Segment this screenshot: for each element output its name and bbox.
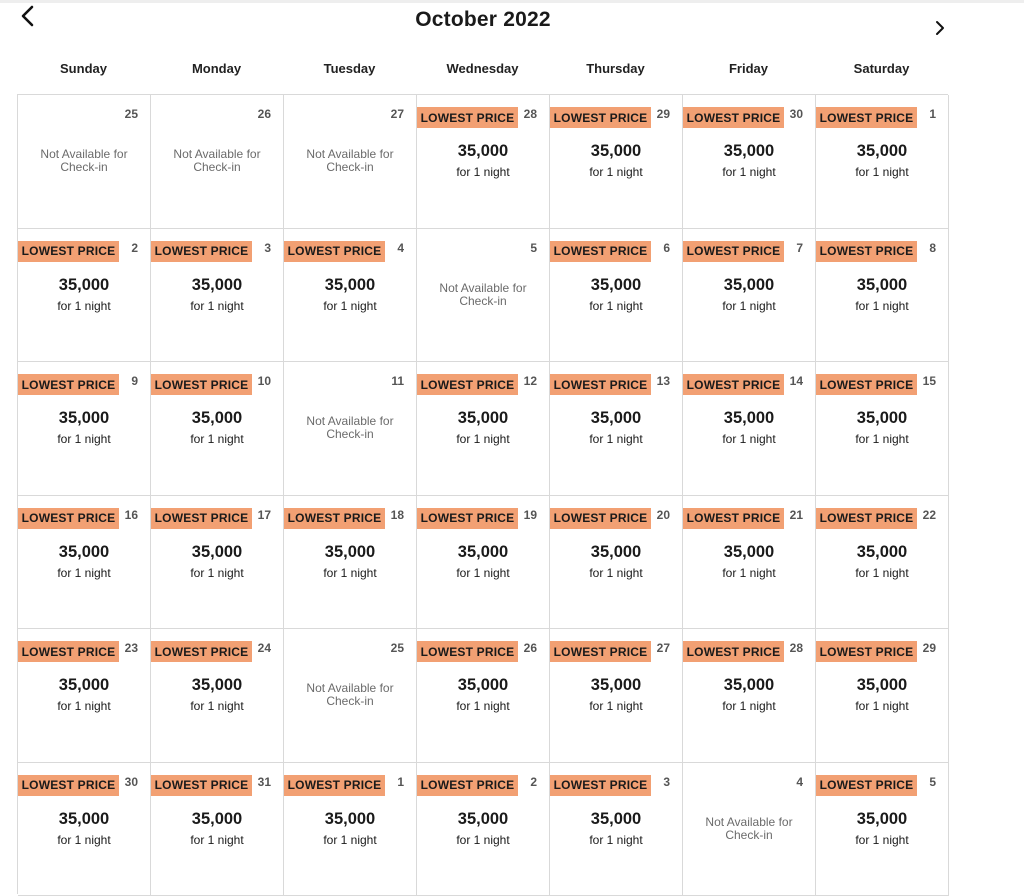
nights-label: for 1 night (18, 432, 150, 446)
price-value: 35,000 (284, 543, 416, 562)
day-number: 25 (125, 107, 138, 121)
weekday-thursday: Thursday (549, 61, 682, 76)
nights-label: for 1 night (816, 699, 948, 713)
nights-label: for 1 night (151, 699, 283, 713)
not-available-label: Not Available for Check-in (294, 682, 406, 708)
lowest-price-badge: LOWEST PRICE (683, 107, 784, 128)
day-number: 14 (790, 374, 803, 388)
not-available-label: Not Available for Check-in (294, 415, 406, 441)
not-available-label: Not Available for Check-in (161, 148, 273, 174)
price-value: 35,000 (816, 810, 948, 829)
weekday-header-row (17, 61, 948, 76)
price-value: 35,000 (417, 676, 549, 695)
day-number: 25 (391, 641, 404, 655)
lowest-price-badge: LOWEST PRICE (417, 775, 518, 796)
lowest-price-badge: LOWEST PRICE (816, 107, 917, 128)
lowest-price-badge: LOWEST PRICE (550, 641, 651, 662)
day-number: 28 (790, 641, 803, 655)
day-number: 2 (530, 775, 537, 789)
day-number: 30 (790, 107, 803, 121)
lowest-price-badge: LOWEST PRICE (284, 775, 385, 796)
price-value: 35,000 (816, 142, 948, 161)
calendar-day-cell[interactable] (284, 229, 417, 363)
nights-label: for 1 night (18, 566, 150, 580)
day-number: 27 (391, 107, 404, 121)
not-available-label: Not Available for Check-in (28, 148, 140, 174)
day-number: 27 (657, 641, 670, 655)
nights-label: for 1 night (417, 699, 549, 713)
lowest-price-badge: LOWEST PRICE (550, 107, 651, 128)
lowest-price-badge: LOWEST PRICE (151, 374, 252, 395)
calendar-day-cell[interactable] (284, 763, 417, 896)
lowest-price-badge: LOWEST PRICE (683, 241, 784, 262)
lowest-price-badge: LOWEST PRICE (151, 641, 252, 662)
day-number: 2 (131, 241, 138, 255)
day-number: 10 (258, 374, 271, 388)
lowest-price-badge: LOWEST PRICE (683, 641, 784, 662)
price-value: 35,000 (550, 142, 682, 161)
lowest-price-badge: LOWEST PRICE (284, 241, 385, 262)
price-value: 35,000 (18, 276, 150, 295)
day-number: 24 (258, 641, 271, 655)
price-value: 35,000 (816, 276, 948, 295)
nights-label: for 1 night (18, 699, 150, 713)
calendar-day-cell[interactable] (417, 763, 550, 896)
day-number: 17 (258, 508, 271, 522)
day-number: 5 (929, 775, 936, 789)
calendar-day-cell-unavailable (284, 629, 417, 763)
calendar-day-cell[interactable] (18, 629, 151, 763)
lowest-price-badge: LOWEST PRICE (417, 641, 518, 662)
lowest-price-badge: LOWEST PRICE (18, 374, 119, 395)
calendar-day-cell[interactable] (816, 362, 949, 496)
price-value: 35,000 (417, 543, 549, 562)
lowest-price-badge: LOWEST PRICE (816, 775, 917, 796)
price-value: 35,000 (18, 543, 150, 562)
calendar-day-cell[interactable] (18, 229, 151, 363)
calendar-day-cell[interactable] (683, 229, 816, 363)
day-number: 4 (796, 775, 803, 789)
calendar-day-cell[interactable] (816, 95, 949, 229)
nights-label: for 1 night (151, 432, 283, 446)
nights-label: for 1 night (151, 299, 283, 313)
lowest-price-badge: LOWEST PRICE (18, 641, 119, 662)
day-number: 5 (530, 241, 537, 255)
calendar-day-cell[interactable] (550, 496, 683, 630)
day-number: 3 (264, 241, 271, 255)
nights-label: for 1 night (816, 432, 948, 446)
day-number: 29 (923, 641, 936, 655)
day-number: 21 (790, 508, 803, 522)
nights-label: for 1 night (550, 699, 682, 713)
weekday-saturday: Saturday (815, 61, 948, 76)
calendar-day-cell[interactable] (417, 95, 550, 229)
lowest-price-badge: LOWEST PRICE (417, 374, 518, 395)
lowest-price-badge: LOWEST PRICE (151, 508, 252, 529)
nights-label: for 1 night (284, 833, 416, 847)
calendar-day-cell[interactable] (550, 629, 683, 763)
day-number: 19 (524, 508, 537, 522)
nights-label: for 1 night (816, 833, 948, 847)
day-number: 18 (391, 508, 404, 522)
nights-label: for 1 night (18, 299, 150, 313)
lowest-price-badge: LOWEST PRICE (417, 508, 518, 529)
lowest-price-badge: LOWEST PRICE (683, 374, 784, 395)
day-number: 28 (524, 107, 537, 121)
calendar-day-cell-unavailable (417, 229, 550, 363)
calendar-day-cell[interactable] (683, 496, 816, 630)
calendar-day-cell[interactable] (816, 229, 949, 363)
not-available-label: Not Available for Check-in (693, 816, 805, 842)
lowest-price-badge: LOWEST PRICE (816, 241, 917, 262)
day-number: 13 (657, 374, 670, 388)
day-number: 9 (131, 374, 138, 388)
calendar-day-cell[interactable] (151, 362, 284, 496)
weekday-tuesday: Tuesday (283, 61, 416, 76)
day-number: 3 (663, 775, 670, 789)
nights-label: for 1 night (151, 566, 283, 580)
calendar-day-cell[interactable] (550, 763, 683, 896)
day-number: 11 (391, 374, 404, 388)
nights-label: for 1 night (550, 165, 682, 179)
price-value: 35,000 (550, 543, 682, 562)
lowest-price-badge: LOWEST PRICE (18, 241, 119, 262)
nights-label: for 1 night (151, 833, 283, 847)
calendar-day-cell[interactable] (550, 229, 683, 363)
calendar-day-cell-unavailable (151, 95, 284, 229)
nights-label: for 1 night (550, 566, 682, 580)
not-available-label: Not Available for Check-in (294, 148, 406, 174)
price-value: 35,000 (550, 676, 682, 695)
day-number: 23 (125, 641, 138, 655)
price-value: 35,000 (18, 676, 150, 695)
price-value: 35,000 (417, 810, 549, 829)
nights-label: for 1 night (683, 699, 815, 713)
day-number: 30 (125, 775, 138, 789)
lowest-price-badge: LOWEST PRICE (151, 775, 252, 796)
price-value: 35,000 (151, 810, 283, 829)
calendar-day-cell[interactable] (417, 629, 550, 763)
lowest-price-badge: LOWEST PRICE (18, 775, 119, 796)
weekday-sunday: Sunday (17, 61, 150, 76)
calendar-grid (17, 94, 948, 894)
lowest-price-badge: LOWEST PRICE (683, 508, 784, 529)
calendar-day-cell[interactable] (151, 229, 284, 363)
calendar-day-cell[interactable] (550, 95, 683, 229)
calendar-day-cell[interactable] (18, 362, 151, 496)
day-number: 1 (929, 107, 936, 121)
calendar-day-cell[interactable] (816, 629, 949, 763)
price-value: 35,000 (683, 676, 815, 695)
price-value: 35,000 (18, 810, 150, 829)
price-value: 35,000 (683, 409, 815, 428)
calendar-day-cell[interactable] (417, 362, 550, 496)
weekday-wednesday: Wednesday (416, 61, 549, 76)
price-value: 35,000 (550, 810, 682, 829)
next-month-button[interactable] (928, 16, 952, 40)
day-number: 20 (657, 508, 670, 522)
nights-label: for 1 night (18, 833, 150, 847)
calendar-day-cell[interactable] (683, 629, 816, 763)
day-number: 8 (929, 241, 936, 255)
not-available-label: Not Available for Check-in (427, 282, 539, 308)
day-number: 29 (657, 107, 670, 121)
price-value: 35,000 (18, 409, 150, 428)
day-number: 6 (663, 241, 670, 255)
day-number: 26 (524, 641, 537, 655)
nights-label: for 1 night (550, 432, 682, 446)
nights-label: for 1 night (284, 299, 416, 313)
price-value: 35,000 (284, 810, 416, 829)
lowest-price-badge: LOWEST PRICE (550, 508, 651, 529)
nights-label: for 1 night (816, 299, 948, 313)
day-number: 15 (923, 374, 936, 388)
weekday-friday: Friday (682, 61, 815, 76)
calendar-day-cell[interactable] (284, 496, 417, 630)
calendar-day-cell[interactable] (18, 763, 151, 896)
lowest-price-badge: LOWEST PRICE (816, 374, 917, 395)
calendar-day-cell[interactable] (683, 362, 816, 496)
day-number: 4 (397, 241, 404, 255)
calendar-day-cell[interactable] (816, 496, 949, 630)
lowest-price-badge: LOWEST PRICE (816, 508, 917, 529)
lowest-price-badge: LOWEST PRICE (550, 775, 651, 796)
price-value: 35,000 (683, 142, 815, 161)
price-value: 35,000 (151, 676, 283, 695)
month-title: October 2022 (0, 8, 966, 32)
price-value: 35,000 (816, 676, 948, 695)
price-value: 35,000 (284, 276, 416, 295)
price-value: 35,000 (151, 276, 283, 295)
nights-label: for 1 night (417, 833, 549, 847)
price-value: 35,000 (683, 276, 815, 295)
calendar-day-cell[interactable] (151, 629, 284, 763)
day-number: 1 (397, 775, 404, 789)
nights-label: for 1 night (683, 165, 815, 179)
calendar-day-cell-unavailable (284, 362, 417, 496)
top-divider (0, 0, 1024, 3)
calendar-day-cell[interactable] (151, 763, 284, 896)
lowest-price-badge: LOWEST PRICE (417, 107, 518, 128)
lowest-price-badge: LOWEST PRICE (816, 641, 917, 662)
calendar-day-cell[interactable] (417, 496, 550, 630)
nights-label: for 1 night (550, 299, 682, 313)
calendar-day-cell[interactable] (816, 763, 949, 896)
nights-label: for 1 night (816, 566, 948, 580)
lowest-price-badge: LOWEST PRICE (151, 241, 252, 262)
lowest-price-badge: LOWEST PRICE (550, 374, 651, 395)
lowest-price-badge: LOWEST PRICE (284, 508, 385, 529)
nights-label: for 1 night (816, 165, 948, 179)
lowest-price-badge: LOWEST PRICE (550, 241, 651, 262)
price-value: 35,000 (683, 543, 815, 562)
lowest-price-badge: LOWEST PRICE (18, 508, 119, 529)
nights-label: for 1 night (417, 566, 549, 580)
price-value: 35,000 (417, 409, 549, 428)
calendar-day-cell[interactable] (151, 496, 284, 630)
weekday-monday: Monday (150, 61, 283, 76)
calendar-day-cell-unavailable (683, 763, 816, 896)
nights-label: for 1 night (683, 432, 815, 446)
nights-label: for 1 night (683, 566, 815, 580)
price-value: 35,000 (151, 543, 283, 562)
nights-label: for 1 night (683, 299, 815, 313)
day-number: 31 (258, 775, 271, 789)
calendar-day-cell[interactable] (18, 496, 151, 630)
calendar-day-cell-unavailable (284, 95, 417, 229)
chevron-right-icon (933, 19, 947, 37)
price-value: 35,000 (151, 409, 283, 428)
day-number: 22 (923, 508, 936, 522)
nights-label: for 1 night (550, 833, 682, 847)
price-value: 35,000 (550, 409, 682, 428)
day-number: 7 (796, 241, 803, 255)
calendar-day-cell[interactable] (550, 362, 683, 496)
calendar-day-cell[interactable] (683, 95, 816, 229)
nights-label: for 1 night (284, 566, 416, 580)
day-number: 12 (524, 374, 537, 388)
price-value: 35,000 (816, 543, 948, 562)
price-value: 35,000 (550, 276, 682, 295)
day-number: 26 (258, 107, 271, 121)
price-value: 35,000 (417, 142, 549, 161)
price-value: 35,000 (816, 409, 948, 428)
nights-label: for 1 night (417, 165, 549, 179)
nights-label: for 1 night (417, 432, 549, 446)
calendar-day-cell-unavailable (18, 95, 151, 229)
day-number: 16 (125, 508, 138, 522)
